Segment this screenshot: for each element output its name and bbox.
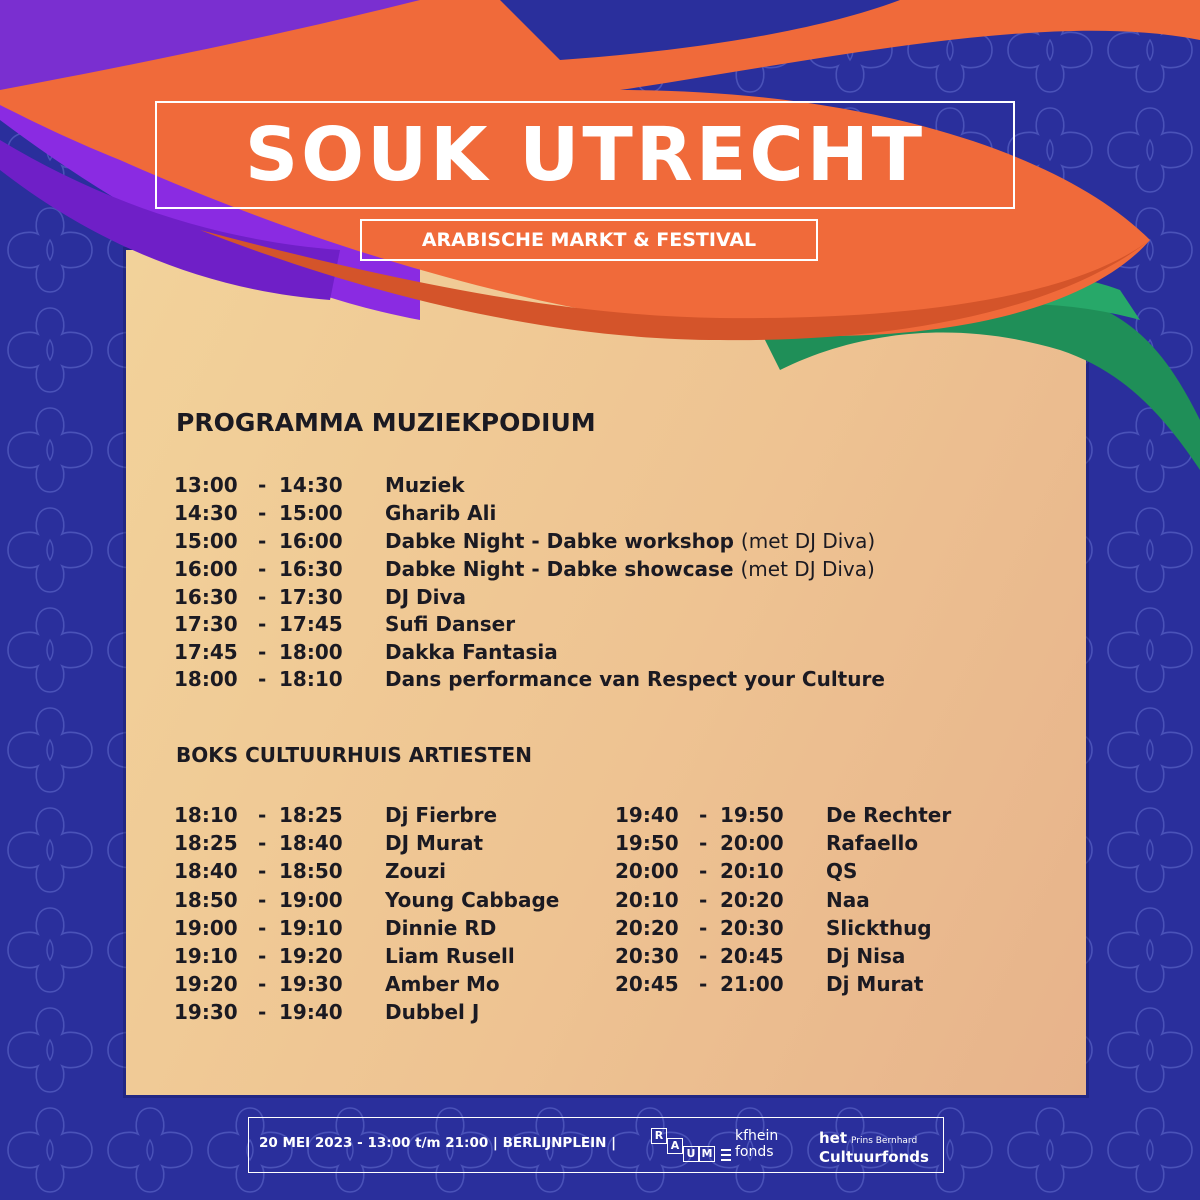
end-time: 18:25 xyxy=(279,803,343,827)
end-time: 20:45 xyxy=(720,944,784,968)
footer-bar xyxy=(248,1117,944,1173)
time-separator: - xyxy=(258,888,267,912)
act-name: Dinnie RD xyxy=(385,916,497,940)
act-name: Dabke Night - Dabke workshop (met DJ Diva) xyxy=(385,529,876,553)
end-time: 17:45 xyxy=(279,612,343,636)
act-name: Young Cabbage xyxy=(385,888,560,912)
act-name: Liam Rusell xyxy=(385,944,515,968)
end-time: 20:30 xyxy=(720,916,784,940)
start-time: 19:00 xyxy=(174,916,238,940)
act-name: Dans performance van Respect your Culture xyxy=(385,667,885,691)
start-time: 20:30 xyxy=(615,944,679,968)
event-info: 20 MEI 2023 - 13:00 t/m 21:00 | BERLIJNPLEIN | xyxy=(259,1135,617,1151)
time-separator: - xyxy=(699,888,708,912)
end-time: 19:50 xyxy=(720,803,784,827)
boks-heading: BOKS CULTUURHUIS ARTIESTEN xyxy=(176,743,532,767)
end-time: 19:30 xyxy=(279,972,343,996)
time-separator: - xyxy=(258,612,267,636)
act-name: Gharib Ali xyxy=(385,501,497,525)
start-time: 18:50 xyxy=(174,888,238,912)
act-name: Dj Murat xyxy=(826,972,924,996)
end-time: 18:40 xyxy=(279,831,343,855)
start-time: 20:20 xyxy=(615,916,679,940)
start-time: 19:10 xyxy=(174,944,238,968)
act-name: Naa xyxy=(826,888,870,912)
end-time: 16:30 xyxy=(279,557,343,581)
act-name: Muziek xyxy=(385,473,465,497)
time-separator: - xyxy=(699,831,708,855)
time-separator: - xyxy=(258,1000,267,1024)
start-time: 16:30 xyxy=(174,585,238,609)
prins-bernhard-cultuurfonds-logo: het Prins Bernhard Cultuurfonds xyxy=(819,1129,929,1166)
end-time: 15:00 xyxy=(279,501,343,525)
end-time: 18:50 xyxy=(279,859,343,883)
raum-logo: R A U M xyxy=(651,1126,715,1164)
act-name: Zouzi xyxy=(385,859,446,883)
start-time: 19:50 xyxy=(615,831,679,855)
time-separator: - xyxy=(258,501,267,525)
title-frame xyxy=(155,101,1015,209)
start-time: 17:30 xyxy=(174,612,238,636)
start-time: 19:30 xyxy=(174,1000,238,1024)
time-separator: - xyxy=(258,803,267,827)
start-time: 16:00 xyxy=(174,557,238,581)
time-separator: - xyxy=(258,944,267,968)
start-time: 20:00 xyxy=(615,859,679,883)
end-time: 14:30 xyxy=(279,473,343,497)
start-time: 18:25 xyxy=(174,831,238,855)
time-separator: - xyxy=(258,557,267,581)
start-time: 19:20 xyxy=(174,972,238,996)
time-separator: - xyxy=(258,972,267,996)
act-name: Dj Nisa xyxy=(826,944,906,968)
time-separator: - xyxy=(258,585,267,609)
start-time: 18:00 xyxy=(174,667,238,691)
start-time: 20:45 xyxy=(615,972,679,996)
act-name: Amber Mo xyxy=(385,972,500,996)
time-separator: - xyxy=(258,640,267,664)
end-time: 20:20 xyxy=(720,888,784,912)
start-time: 17:45 xyxy=(174,640,238,664)
act-name: DJ Murat xyxy=(385,831,484,855)
end-time: 20:10 xyxy=(720,859,784,883)
end-time: 19:00 xyxy=(279,888,343,912)
end-time: 17:30 xyxy=(279,585,343,609)
time-separator: - xyxy=(699,944,708,968)
act-name: Sufi Danser xyxy=(385,612,516,636)
music-stage-heading: PROGRAMMA MUZIEKPODIUM xyxy=(176,408,596,437)
act-name: DJ Diva xyxy=(385,585,466,609)
end-time: 19:20 xyxy=(279,944,343,968)
act-name: Dabke Night - Dabke showcase (met DJ Diva) xyxy=(385,557,875,581)
end-time: 18:00 xyxy=(279,640,343,664)
start-time: 15:00 xyxy=(174,529,238,553)
end-time: 19:40 xyxy=(279,1000,343,1024)
end-time: 16:00 xyxy=(279,529,343,553)
start-time: 20:10 xyxy=(615,888,679,912)
end-time: 19:10 xyxy=(279,916,343,940)
time-separator: - xyxy=(699,859,708,883)
act-name: Dakka Fantasia xyxy=(385,640,558,664)
start-time: 18:40 xyxy=(174,859,238,883)
act-name: QS xyxy=(826,859,858,883)
time-separator: - xyxy=(258,859,267,883)
end-time: 21:00 xyxy=(720,972,784,996)
start-time: 19:40 xyxy=(615,803,679,827)
time-separator: - xyxy=(699,803,708,827)
act-name: Dubbel J xyxy=(385,1000,480,1024)
time-separator: - xyxy=(258,831,267,855)
act-name: Dj Fierbre xyxy=(385,803,498,827)
kfhein-bars-icon xyxy=(721,1149,731,1164)
page-subtitle: ARABISCHE MARKT & FESTIVAL xyxy=(421,229,757,251)
subtitle-frame xyxy=(360,219,818,261)
time-separator: - xyxy=(258,667,267,691)
time-separator: - xyxy=(699,916,708,940)
time-separator: - xyxy=(258,529,267,553)
time-separator: - xyxy=(258,916,267,940)
page-title: SOUK UTRECHT xyxy=(244,112,926,198)
start-time: 13:00 xyxy=(174,473,238,497)
kfhein-fonds-logo: kfhein fonds xyxy=(735,1128,778,1160)
time-separator: - xyxy=(258,473,267,497)
act-name: Slickthug xyxy=(826,916,932,940)
time-separator: - xyxy=(699,972,708,996)
end-time: 20:00 xyxy=(720,831,784,855)
start-time: 18:10 xyxy=(174,803,238,827)
act-name: De Rechter xyxy=(826,803,952,827)
act-name: Rafaello xyxy=(826,831,919,855)
start-time: 14:30 xyxy=(174,501,238,525)
end-time: 18:10 xyxy=(279,667,343,691)
